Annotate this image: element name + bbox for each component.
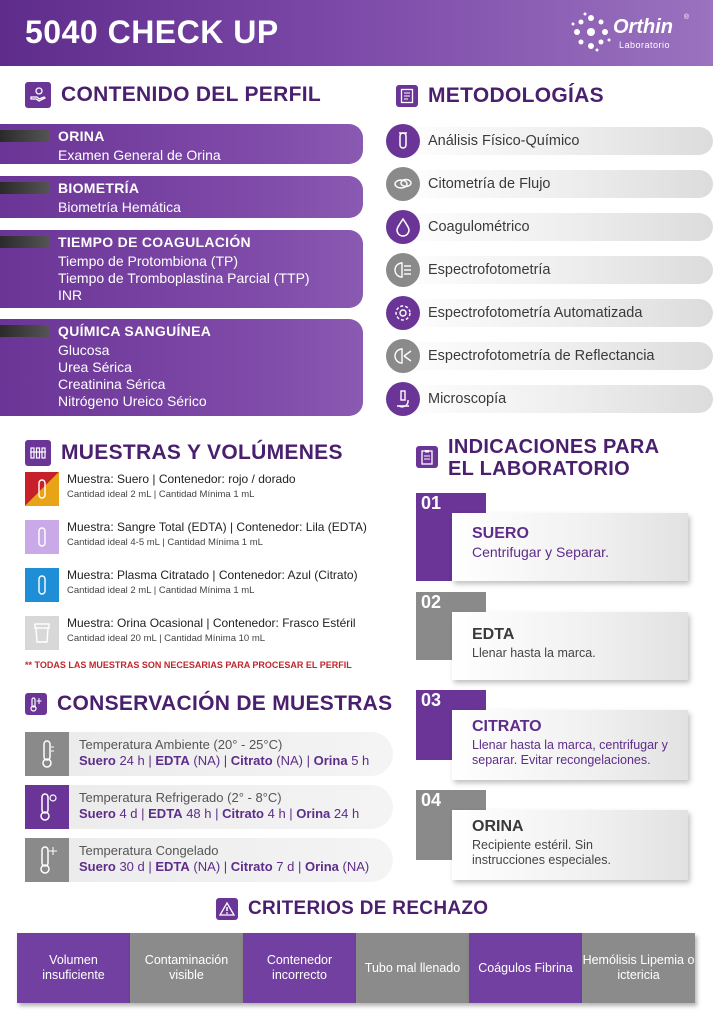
conservation-row: Temperatura Congelado Suero 30 d | EDTA (NA) | Citrato 7 d | Orina (NA) [25, 838, 393, 882]
muestras-heading [25, 440, 343, 466]
indicacion-title: CITRATO [472, 718, 542, 735]
gear-icon [386, 296, 420, 330]
indicacion-desc: Llenar hasta la marca. [472, 646, 596, 660]
rechazo-item: Coágulos Fibrina [469, 933, 582, 1003]
sample-name: EDTA [155, 753, 190, 768]
method-label: Coagulométrico [428, 219, 530, 235]
sample-name: EDTA [148, 806, 183, 821]
metodologias-heading [396, 84, 604, 107]
perfil-title: CONTENIDO DEL PERFIL [61, 83, 321, 107]
method-item [388, 256, 713, 284]
sample-main: Muestra: Orina Ocasional | Contenedor: Frasco Estéril [67, 616, 356, 630]
perfil-item: Tiempo de Protombiona (TP) [58, 253, 238, 269]
sample-quantity: Cantidad ideal 2 mL | Cantidad Mínima 1 mL [67, 585, 255, 596]
perfil-group-orina [0, 124, 363, 164]
header [0, 0, 713, 66]
rechazo-title: CRITERIOS DE RECHAZO [248, 897, 489, 919]
sample-time: 48 h [182, 806, 212, 821]
sample-time: 5 h [347, 753, 370, 768]
page-title: 5040 CHECK UP [25, 14, 279, 50]
drop-icon [386, 210, 420, 244]
indicacion-desc: Llenar hasta la marca, centrifugar y separar. Evitar recongelaciones. [472, 738, 668, 767]
thermometer-frozen-icon [25, 838, 69, 882]
sample-name: Citrato [230, 753, 273, 768]
indicacion-title: ORINA [472, 818, 524, 835]
thermometer-cold-icon [25, 785, 69, 829]
method-item [388, 385, 713, 413]
indicacion-item [416, 592, 688, 682]
indicacion-item [416, 790, 688, 882]
perfil-item: Biometría Hemática [58, 199, 181, 215]
cup-icon [25, 616, 59, 650]
muestras-title: MUESTRAS Y VOLÚMENES [61, 441, 343, 465]
indicacion-title: EDTA [472, 626, 515, 643]
indicacion-item [416, 493, 688, 583]
indicaciones-heading [416, 436, 659, 480]
rechazo-item: Volumen insuficiente [17, 933, 130, 1003]
conservacion-title: CONSERVACIÓN DE MUESTRAS [57, 692, 393, 715]
sample-name: Suero [79, 753, 116, 768]
sample-main: Muestra: Sangre Total (EDTA) | Contenedor: Lila (EDTA) [67, 520, 367, 534]
sample-quantity: Cantidad ideal 2 mL | Cantidad Mínima 1 mL [67, 489, 255, 500]
perfil-item: Creatinina Sérica [58, 376, 166, 392]
light-icon [386, 253, 420, 287]
test-tube-icon [386, 124, 420, 158]
perfil-group-title: QUÍMICA SANGUÍNEA [58, 323, 212, 339]
logo-burst-icon [569, 12, 613, 52]
conservation-row: Temperatura Refrigerado (2° - 8°C) Suero 4 d | EDTA 48 h | Citrato 4 h | Orina 24 h [25, 785, 393, 829]
tube-icon [25, 472, 59, 506]
reflect-icon [386, 339, 420, 373]
perfil-group-title: BIOMETRÍA [58, 180, 140, 196]
indicacion-number: 04 [416, 790, 486, 810]
indicaciones-title-2: EL LABORATORIO [448, 458, 630, 480]
indicacion-title: SUERO [472, 525, 529, 542]
sample-name: Suero [79, 859, 116, 874]
sample-time: 4 h [264, 806, 286, 821]
perfil-heading [25, 82, 321, 108]
method-label: Análisis Físico-Químico [428, 133, 580, 149]
logo-subtitle: Laboratorio [619, 40, 671, 50]
conservation-label: Temperatura Refrigerado (2° - 8°C) [79, 790, 282, 805]
sample-time: (NA) [338, 859, 370, 874]
sample-name: Orina [296, 806, 331, 821]
logo-brand: Orthin [613, 16, 673, 38]
indicaciones-title-1: INDICACIONES PARA [448, 436, 660, 458]
method-item [388, 213, 713, 241]
perfil-group-coagulacion [0, 230, 363, 308]
sample-name: Suero [79, 806, 116, 821]
sample-main: Muestra: Suero | Contenedor: rojo / dorado [67, 472, 296, 486]
rechazo-item: Hemólisis Lipemia o ictericia [582, 933, 695, 1003]
hand-flask-icon [25, 82, 51, 108]
perfil-item: Glucosa [58, 342, 110, 358]
sample-name: Citrato [222, 806, 264, 821]
method-label: Espectrofotometría Automatizada [428, 305, 643, 321]
conservation-row: Temperatura Ambiente (20° - 25°C) Suero 24 h | EDTA (NA) | Citrato (NA) | Orina 5 h [25, 732, 393, 776]
rechazo-heading [216, 898, 488, 920]
perfil-item: Nitrógeno Ureico Sérico [58, 393, 207, 409]
sample-time: 24 h [330, 806, 360, 821]
cells-icon [386, 167, 420, 201]
method-item [388, 127, 713, 155]
method-label: Microscopía [428, 391, 507, 407]
method-item [388, 299, 713, 327]
metodologias-title: METODOLOGÍAS [428, 84, 604, 107]
rechazo-item: Contenedor incorrecto [243, 933, 356, 1003]
sample-time: (NA) [189, 859, 221, 874]
sample-quantity: Cantidad ideal 4-5 mL | Cantidad Mínima 1 mL [67, 537, 263, 548]
sample-time: 24 h [115, 753, 145, 768]
sample-name: Orina [313, 753, 348, 768]
perfil-group-title: ORINA [58, 128, 105, 144]
perfil-group-biometria [0, 176, 363, 218]
sample-name: Orina [304, 859, 339, 874]
indicacion-desc: Centrifugar y Separar. [472, 544, 609, 560]
sample-name: Citrato [230, 859, 273, 874]
indicacion-number: 01 [416, 493, 486, 513]
perfil-group-quimica [0, 319, 363, 416]
clipboard-icon [416, 446, 438, 468]
tube-icon [25, 520, 59, 554]
logo-registered: ® [683, 14, 689, 21]
indicacion-number: 03 [416, 690, 486, 710]
indicacion-number: 02 [416, 592, 486, 612]
indicacion-item [416, 690, 688, 782]
method-label: Espectrofotometría [428, 262, 551, 278]
muestras-note: ** TODAS LAS MUESTRAS SON NECESARIAS PARA PROCESAR EL PERFIL [25, 660, 352, 670]
sample-main: Muestra: Plasma Citratado | Contenedor: Azul (Citrato) [67, 568, 358, 582]
sample-time: 30 d [115, 859, 145, 874]
brand-logo [569, 10, 689, 56]
tube-icon [25, 568, 59, 602]
thermometer-icon [25, 732, 69, 776]
conservacion-heading [25, 692, 392, 715]
sample-time: (NA) [189, 753, 221, 768]
sample-quantity: Cantidad ideal 20 mL | Cantidad Mínima 10 mL [67, 633, 266, 644]
warning-icon [216, 898, 238, 920]
method-item [388, 170, 713, 198]
perfil-item: INR [58, 287, 83, 303]
method-label: Espectrofotometría de Reflectancia [428, 348, 655, 364]
thermo-snow-icon [25, 693, 47, 715]
method-item [388, 342, 713, 370]
rechazo-item: Contaminación visible [130, 933, 243, 1003]
sample-time: 7 d [272, 859, 295, 874]
rechazo-item: Tubo mal llenado [356, 933, 469, 1003]
document-icon [396, 85, 418, 107]
indicacion-desc: Recipiente estéril. Sin instrucciones especiales. [472, 838, 611, 867]
tubes-rack-icon [25, 440, 51, 466]
sample-time: (NA) [272, 753, 303, 768]
sample-time: 4 d [115, 806, 138, 821]
perfil-item: Tiempo de Tromboplastina Parcial (TTP) [58, 270, 310, 286]
conservation-label: Temperatura Congelado [79, 843, 219, 858]
conservation-label: Temperatura Ambiente (20° - 25°C) [79, 737, 283, 752]
perfil-item: Urea Sérica [58, 359, 132, 375]
method-label: Citometría de Flujo [428, 176, 551, 192]
perfil-item: Examen General de Orina [58, 147, 221, 163]
microscope-icon [386, 382, 420, 416]
sample-name: EDTA [155, 859, 190, 874]
perfil-group-title: TIEMPO DE COAGULACIÓN [58, 234, 251, 250]
